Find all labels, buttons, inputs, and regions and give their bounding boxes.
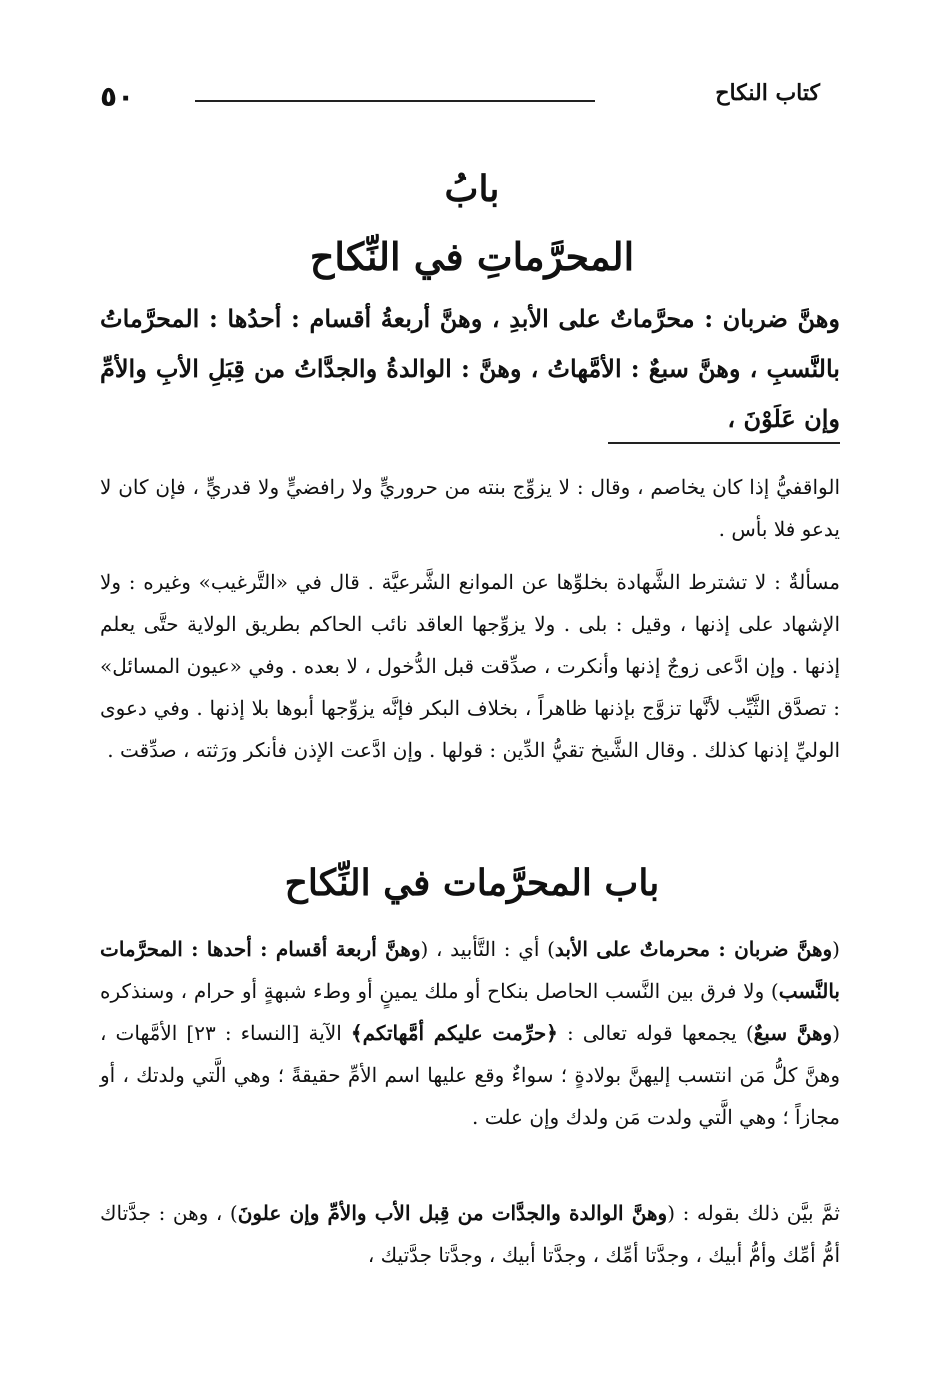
paren: (: [832, 937, 840, 961]
commentary-text: ) ولا فرق بين النَّسب الحاصل بنكاح أو ملك يمينٍ أو وطء شبهةٍ أو حرام ، وسنذكره (: [100, 979, 841, 1045]
running-title: كتاب النكاح: [715, 80, 820, 106]
quran-quote: ﴿حرِّمت عليكم أمَّهاتكم﴾: [350, 1021, 558, 1045]
matn-quote: وهنَّ سبعٌ: [753, 1021, 833, 1045]
matn-quote: وهنَّ أربعة أقسام : أحدها : المحرَّمات بالنَّسب: [100, 937, 840, 1003]
commentary-text: ) ، وهن : جدَّتاك أمُّ أمِّك وأمُّ أبيك ، وجدَّتا أمِّك ، وجدَّتا أبيك ، وجدَّتا جدَّتيك ،: [100, 1201, 840, 1267]
commentary-paragraph-2: [100, 1192, 840, 1276]
page-header: [100, 80, 820, 120]
commentary-text: ) أي : التَّأبيد ، (: [420, 937, 555, 961]
matn-quote: وهنَّ الوالدة والجدَّات من قِبل الأب والأمِّ وإن علونَ: [237, 1201, 668, 1225]
section-title: باب المحرَّمات في النِّكاح: [284, 862, 660, 904]
footnote-paragraph-1: الواقفيُّ إذا كان يخاصم ، وقال : لا يزوِّج بنته من حروريٍّ ولا رافضيٍّ ولا قدريٍّ ، فإن كان لا يدعو فلا بأس .: [100, 475, 840, 541]
chapter-title: المحرَّماتِ في النِّكاح: [309, 234, 635, 279]
matn-text: وهنَّ ضربان : محرَّماتٌ على الأبدِ ، وهنَّ أربعةُ أقسام : أحدُها : المحرَّماتُ بالنَّسبِ ، وهنَّ سبعٌ : الأمَّهاتُ ، وهنَّ : الوالدةُ والجدَّاتُ من قِبَلِ الأبِ والأمِّ وإن عَلَوْنَ ،: [100, 304, 840, 433]
header-rule: [195, 100, 595, 102]
commentary-text: الآية [النساء : ٢٣] الأمَّهات ، وهنَّ كلُّ مَن انتسب إليهنَّ بولادةٍ ؛ سواءٌ وقع عليها اسم الأمِّ حقيقةً ؛ وهي الَّتي ولدتك ، أو مجازاً ؛ وهي الَّتي ولدت مَن ولدك وإن علت .: [100, 1021, 840, 1129]
matn-quote: وهنَّ ضربان : محرماتٌ على الأبد: [554, 937, 833, 961]
chapter-word: بابُ: [444, 168, 500, 210]
commentary-text: ثمَّ بيَّن ذلك بقوله : (: [667, 1201, 840, 1225]
page-number: ٥٠: [100, 80, 135, 113]
footnote-paragraph-2: مسألةٌ : لا تشترط الشَّهادة بخلوِّها عن الموانع الشَّرعيَّة . قال في «التَّرغيب» وغيره : ولا الإشهاد على إذنها ، وقيل : بلى . ولا يزوِّجها العاقد نائب الحاكم بطريق الولاية حتَّى يعلم إذنها . وإن ادَّعى زوجٌ إذنها وأنكرت ، صدِّقت قبل الدُّخول ، لا بعده . وفي «عيون المسائل» : تصدَّق الثَّيِّب لأنَّها تزوَّج بإذنها ظاهراً ، بخلاف البكر فإنَّه يزوِّجها أبوها بلا إذنها . وفي دعوى الوليِّ إذنها كذلك . وقال الشَّيخ تقيُّ الدِّين : قولها . وإن ادَّعت الإذن فأنكر ورَثته ، صدِّقت .: [100, 570, 841, 762]
commentary-text: ) يجمعها قوله تعالى :: [557, 1021, 754, 1045]
footnote-separator: [608, 442, 840, 444]
commentary-paragraph-1: [100, 928, 840, 1138]
